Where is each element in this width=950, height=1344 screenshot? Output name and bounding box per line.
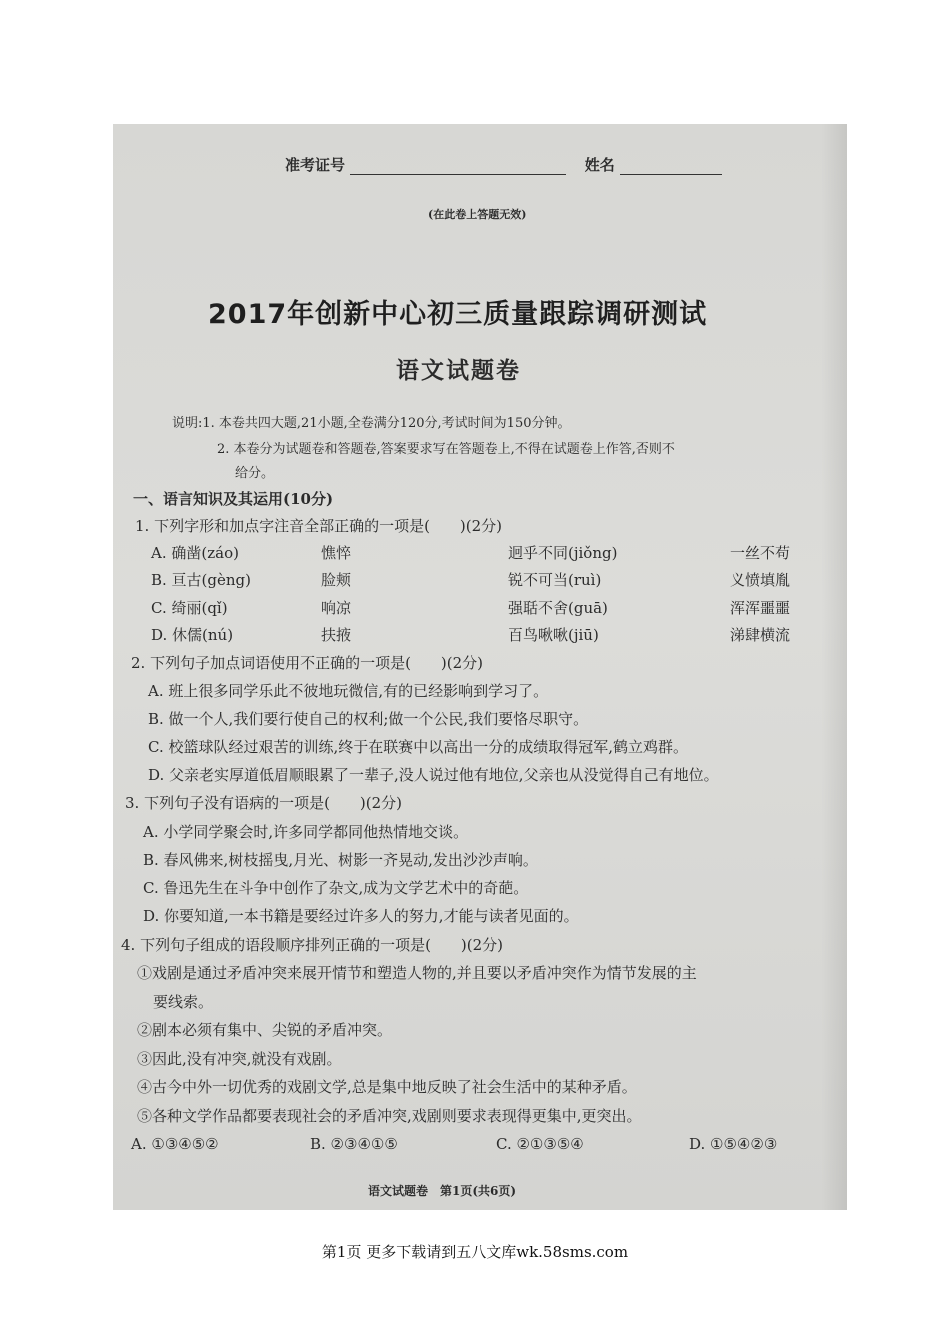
instruction-line-1: 说明:1. 本卷共四大题,21小题,全卷满分120分,考试时间为150分钟。 bbox=[172, 416, 571, 431]
q3-option-c: C. 鲁迅先生在斗争中创作了杂文,成为文学艺术中的奇葩。 bbox=[143, 879, 529, 897]
question-4-stem: 4. 下列句子组成的语段顺序排列正确的一项是( )(2分) bbox=[121, 936, 504, 954]
q1-row-b-col3: 锐不可当(ruì) bbox=[508, 571, 602, 589]
section-heading: 一、语言知识及其运用(10分) bbox=[133, 490, 334, 508]
q1-row-b-col4: 义愤填胤 bbox=[730, 571, 791, 589]
question-2-stem: 2. 下列句子加点词语使用不正确的一项是( )(2分) bbox=[131, 654, 484, 672]
q3-option-d: D. 你要知道,一本书籍是要经过许多人的努力,才能与读者见面的。 bbox=[143, 907, 579, 925]
instruction-line-3: 给分。 bbox=[235, 466, 275, 481]
q3-option-a: A. 小学同学聚会时,许多同学都同他热情地交谈。 bbox=[143, 823, 469, 841]
q1-row-a-col4: 一丝不苟 bbox=[730, 544, 791, 562]
candidate-info-line bbox=[285, 154, 722, 175]
q1-row-a-col1: A. 确凿(záo) bbox=[151, 544, 239, 562]
q4-sentence-2: ②剧本必须有集中、尖锐的矛盾冲突。 bbox=[137, 1021, 393, 1039]
scanned-exam-page bbox=[113, 124, 847, 1210]
q1-row-c-col4: 浑浑噩噩 bbox=[730, 599, 791, 617]
q1-row-c-col2: 响凉 bbox=[321, 599, 352, 617]
q4-answer-d: D. ①⑤④②③ bbox=[689, 1135, 778, 1153]
paper-subtitle: 语文试题卷 bbox=[396, 357, 521, 384]
q1-row-a-col2: 憔悴 bbox=[321, 544, 352, 562]
q2-option-d: D. 父亲老实厚道低眉顺眼累了一辈子,没人说过他有地位,父亲也从没觉得自己有地位。 bbox=[148, 766, 719, 784]
q4-sentence-1-cont: 要线索。 bbox=[153, 993, 214, 1011]
q1-row-d-col1: D. 休儒(nú) bbox=[151, 626, 234, 644]
question-1-stem: 1. 下列字形和加点字注音全部正确的一项是( )(2分) bbox=[135, 517, 503, 535]
q2-option-b: B. 做一个人,我们要行使自己的权利;做一个公民,我们要恪尽职守。 bbox=[148, 710, 589, 728]
q4-sentence-3: ③因此,没有冲突,就没有戏剧。 bbox=[137, 1050, 342, 1068]
q4-sentence-1: ①戏剧是通过矛盾冲突来展开情节和塑造人物的,并且要以矛盾冲突作为情节发展的主 bbox=[137, 964, 697, 982]
q4-sentence-4: ④古今中外一切优秀的戏剧文学,总是集中地反映了社会生活中的某种矛盾。 bbox=[137, 1078, 637, 1096]
invalid-answer-note: (在此卷上答题无效) bbox=[428, 208, 527, 221]
q1-row-d-col3: 百鸟啾啾(jiū) bbox=[508, 626, 599, 644]
question-3-stem: 3. 下列句子没有语病的一项是( )(2分) bbox=[125, 794, 403, 812]
name-blank bbox=[620, 156, 722, 175]
q1-row-c-col3: 强聒不舍(guā) bbox=[508, 599, 608, 617]
instruction-line-2: 2. 本卷分为试题卷和答题卷,答案要求写在答题卷上,不得在试题卷上作答,否则不 bbox=[217, 442, 675, 457]
q1-row-a-col3: 迥乎不同(jiǒng) bbox=[508, 544, 618, 562]
q4-answer-b: B. ②③④①⑤ bbox=[310, 1135, 398, 1153]
q1-row-b-col1: B. 亘古(gèng) bbox=[151, 571, 252, 589]
document-page-footer: 第1页 更多下载请到五八文库wk.58sms.com bbox=[321, 1243, 629, 1261]
exam-id-blank bbox=[350, 156, 566, 175]
q2-option-c: C. 校篮球队经过艰苦的训练,终于在联赛中以高出一分的成绩取得冠军,鹤立鸡群。 bbox=[148, 738, 689, 756]
q3-option-b: B. 春风佛来,树枝摇曳,月光、树影一齐晃动,发出沙沙声响。 bbox=[143, 851, 538, 869]
q4-answer-c: C. ②①③⑤④ bbox=[496, 1135, 584, 1153]
q4-answer-a: A. ①③④⑤② bbox=[131, 1135, 219, 1153]
paper-page-footer: 语文试题卷 第1页(共6页) bbox=[368, 1184, 517, 1198]
exam-title: 2017年创新中心初三质量跟踪调研测试 bbox=[208, 299, 708, 330]
q1-row-d-col4: 涕肆横流 bbox=[730, 626, 791, 644]
name-label: 姓名 bbox=[584, 156, 615, 174]
page-edge-shadow bbox=[821, 124, 847, 1210]
q1-row-c-col1: C. 绮丽(qǐ) bbox=[151, 599, 228, 617]
q4-sentence-5: ⑤各种文学作品都要表现社会的矛盾冲突,戏剧则要求表现得更集中,更突出。 bbox=[137, 1107, 642, 1125]
q2-option-a: A. 班上很多同学乐此不彼地玩微信,有的已经影响到学习了。 bbox=[148, 682, 549, 700]
exam-id-label: 准考证号 bbox=[285, 156, 346, 174]
q1-row-d-col2: 扶掖 bbox=[321, 626, 352, 644]
q1-row-b-col2: 脸颊 bbox=[321, 571, 352, 589]
